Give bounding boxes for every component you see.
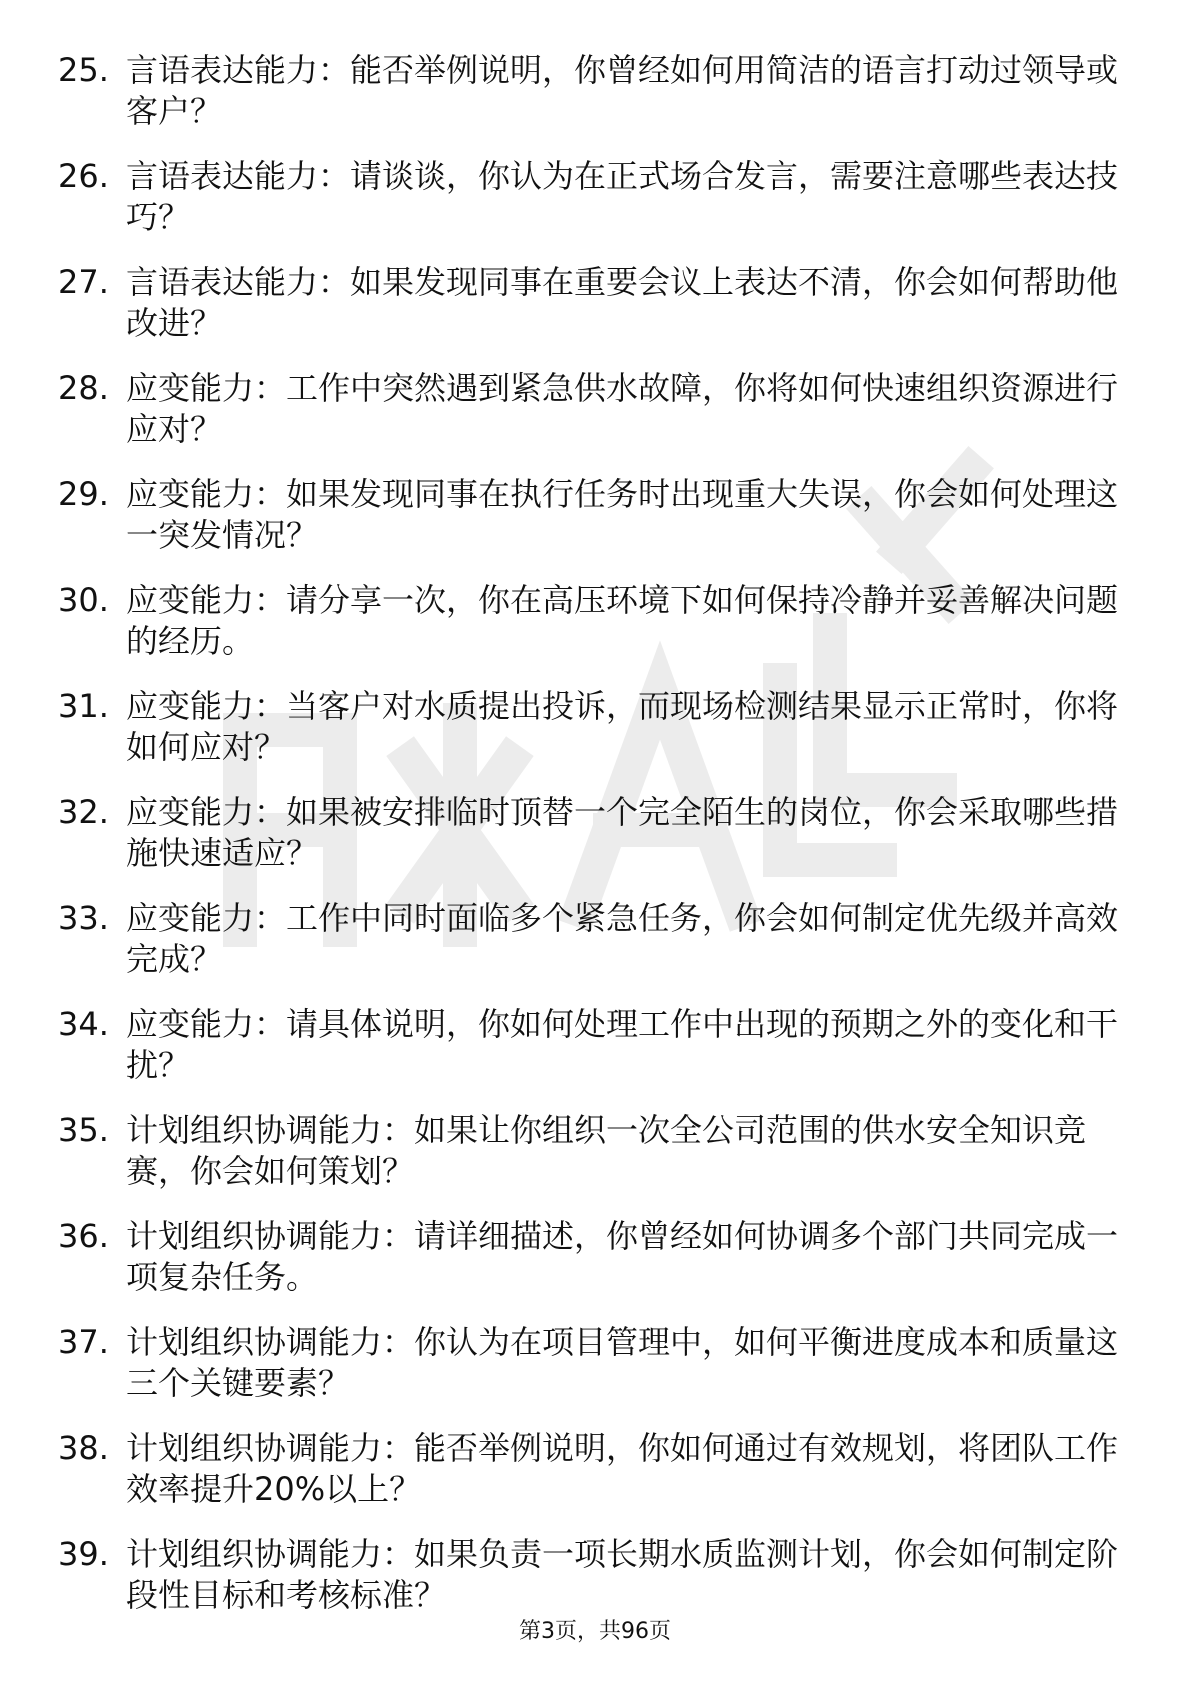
question-item [58,580,1118,686]
question-item [58,1110,1118,1216]
question-item [58,474,1118,580]
question-number: 25. [58,51,109,89]
question-item [58,1322,1118,1428]
question-text: 应变能力：当客户对水质提出投诉，而现场检测结果显示正常时，你将如何应对？ [126,687,1119,766]
question-number: 39. [58,1535,109,1573]
question-text: 应变能力：工作中同时面临多个紧急任务，你会如何制定优先级并高效完成？ [126,899,1119,978]
question-text: 计划组织协调能力：如果让你组织一次全公司范围的供水安全知识竞赛，你会如何策划？ [126,1111,1087,1190]
page-footer: 第3页，共96页 [519,1619,671,1644]
question-item [58,1428,1118,1534]
question-item [58,1004,1118,1110]
question-number: 27. [58,263,109,301]
question-text: 言语表达能力：能否举例说明，你曾经如何用简洁的语言打动过领导或客户？ [126,51,1119,130]
question-text: 应变能力：请具体说明，你如何处理工作中出现的预期之外的变化和干扰？ [126,1005,1119,1084]
question-number: 30. [58,581,109,619]
question-number: 35. [58,1111,109,1149]
question-number: 33. [58,899,109,937]
question-number: 38. [58,1429,109,1467]
question-item [58,792,1118,898]
question-text: 应变能力：如果发现同事在执行任务时出现重大失误，你会如何处理这一突发情况？ [126,475,1119,554]
question-item [58,262,1118,368]
question-text: 言语表达能力：请谈谈，你认为在正式场合发言，需要注意哪些表达技巧？ [126,157,1119,236]
question-number: 37. [58,1323,109,1361]
question-text: 计划组织协调能力：你认为在项目管理中，如何平衡进度成本和质量这三个关键要素？ [126,1323,1119,1402]
question-item [58,898,1118,1004]
question-number: 28. [58,369,109,407]
question-number: 32. [58,793,109,831]
question-text: 应变能力：工作中突然遇到紧急供水故障，你将如何快速组织资源进行应对？ [126,369,1119,448]
question-item [58,368,1118,474]
question-item [58,686,1118,792]
question-list [58,50,1118,1640]
question-text: 言语表达能力：如果发现同事在重要会议上表达不清，你会如何帮助他改进？ [126,263,1119,342]
question-number: 29. [58,475,109,513]
question-item [58,156,1118,262]
question-number: 34. [58,1005,109,1043]
question-text: 应变能力：如果被安排临时顶替一个完全陌生的岗位，你会采取哪些措施快速适应？ [126,793,1119,872]
question-text: 计划组织协调能力：如果负责一项长期水质监测计划，你会如何制定阶段性目标和考核标准？ [126,1535,1119,1614]
question-number: 36. [58,1217,109,1255]
question-item [58,50,1118,156]
question-item [58,1216,1118,1322]
question-text: 应变能力：请分享一次，你在高压环境下如何保持冷静并妥善解决问题的经历。 [126,581,1119,660]
question-text: 计划组织协调能力：请详细描述，你曾经如何协调多个部门共同完成一项复杂任务。 [126,1217,1119,1296]
question-number: 26. [58,157,109,195]
question-number: 31. [58,687,109,725]
question-text: 计划组织协调能力：能否举例说明，你如何通过有效规划，将团队工作效率提升20%以上？ [126,1429,1119,1508]
